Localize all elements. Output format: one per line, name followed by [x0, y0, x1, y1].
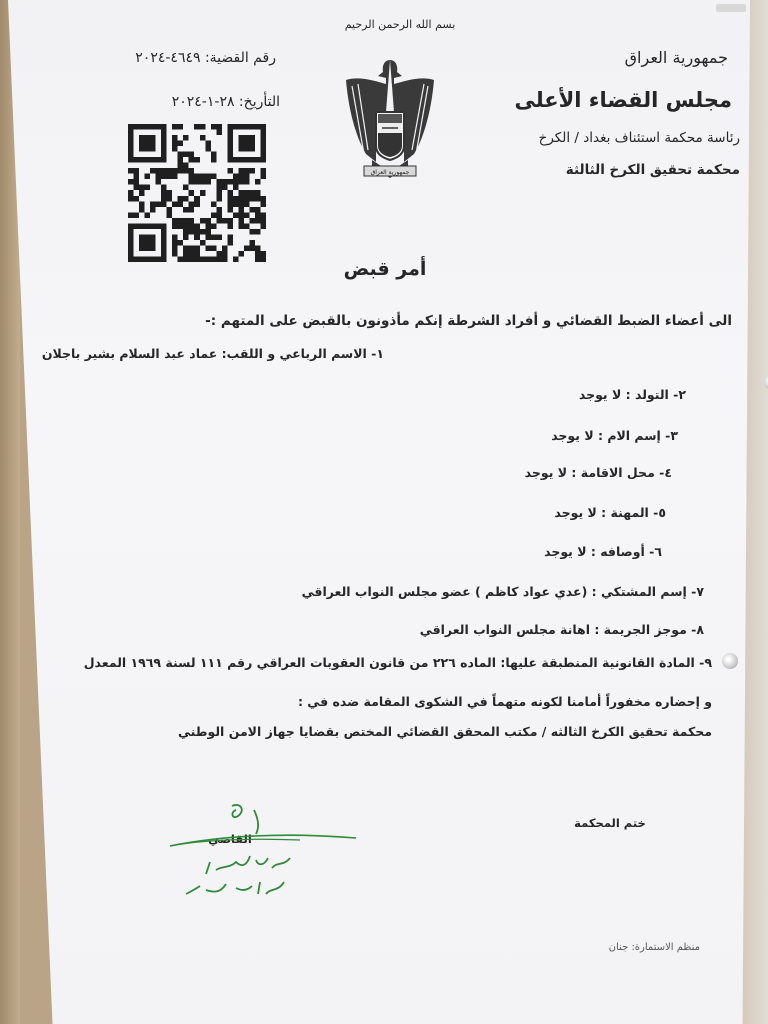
qr-code — [128, 124, 266, 262]
item-birth: ٢- التولد : لا يوجد — [578, 387, 686, 402]
item-legal-article: ٩- المادة القانونية المنطبقة عليها: الماده ٢٢٦ من قانون العقوبات العراقي رقم ١١١ لسنة ١٩٦٩ المعدل — [83, 655, 712, 670]
item-description: ٦- أوصافه : لا يوجد — [544, 544, 662, 559]
case-number: رقم القضية: ٤٦٤٩-٢٠٢٤ — [135, 50, 276, 66]
item-crime-summary: ٨- موجز الجريمة : اهانة مجلس النواب العراقي — [419, 622, 704, 637]
republic-heading: جمهورية العراق — [624, 48, 728, 67]
order-title: أمر قبض — [343, 258, 427, 280]
judge-label: القاضي — [208, 832, 252, 846]
punch-hole-bottom — [722, 653, 738, 669]
court-stamp-label: ختم المحكمة — [574, 816, 646, 830]
item-profession: ٥- المهنة : لا يوجد — [554, 505, 666, 520]
item-complainant: ٧- إسم المشتكي : (عدي عواد كاظم ) عضو مجلس النواب العراقي — [301, 584, 704, 599]
basmala: بسم الله الرحمن الرحيم — [344, 18, 456, 31]
document-date: التأريخ: ٢٨-١-٢٠٢٤ — [171, 94, 280, 110]
council-heading: مجلس القضاء الأعلى — [514, 88, 732, 112]
item-mother-name: ٣- إسم الام : لا يوجد — [551, 428, 678, 443]
item-residence: ٤- محل الاقامة : لا يوجد — [524, 465, 672, 480]
item-full-name: ١- الاسم الرباعي و اللقب: عماد عبد السلام بشير باجلان — [41, 346, 384, 361]
order-bring-clause: و إحضاره مخفوراً أمامنا لكونه متهماً في الشكوى المقامة ضده في : — [297, 694, 712, 709]
presidency-heading: رئاسة محكمة استئناف بغداد / الكرخ — [538, 130, 740, 146]
iraq-eagle-emblem — [342, 54, 438, 186]
order-intro: الى أعضاء الضبط القضائي و أفراد الشرطة إنكم مأذونون بالقبض على المتهم :- — [205, 313, 732, 329]
emblem-caption: جمهورية العراق — [370, 169, 410, 176]
staple — [716, 4, 746, 12]
judge-signature — [160, 796, 360, 906]
form-organizer: منظم الاستمارة: جنان — [608, 942, 700, 953]
court-heading: محكمة تحقيق الكرخ الثالثة — [565, 162, 740, 178]
order-court-office: محكمة تحقيق الكرخ الثالثه / مكتب المحقق القضائي المختص بقضايا جهاز الامن الوطني — [178, 724, 712, 739]
